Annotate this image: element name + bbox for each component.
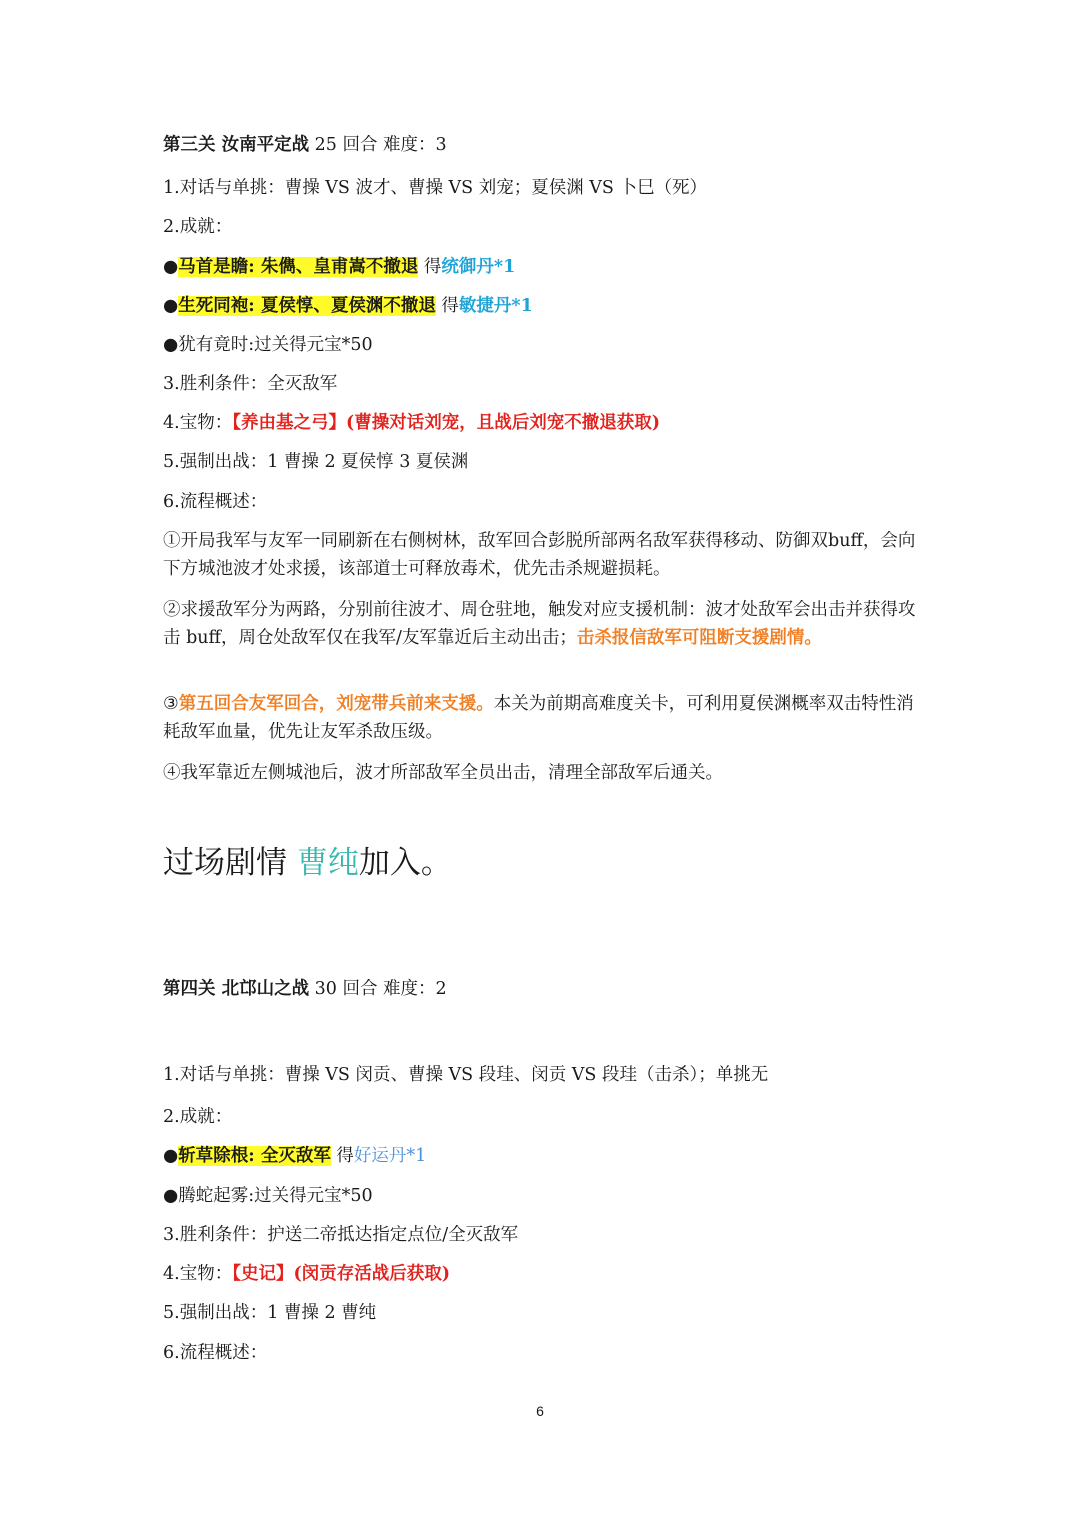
achievement-reward: 统御丹*1 [441,257,516,277]
stage4-flow-label: 6.流程概述： [163,1343,268,1363]
achievement-get: 得 [435,296,459,316]
stage4-treasure [163,1260,923,1288]
page-number: 6 [536,1403,544,1419]
treasure-label: 4.宝物： [163,1264,233,1284]
step-number: ③ [163,694,179,714]
stage4-achievement-1 [163,1142,923,1170]
cutscene-text: 过场剧情 [163,845,297,881]
achievement-reward: 敏捷丹*1 [458,296,533,316]
step-emphasis: 第五回合友军回合，刘宠带兵前来支援。 [178,694,494,714]
stage3-step-2 [163,596,923,652]
step-text: ②求援敌军分为两路，分别前往波才、周仓驻地，触发对应支援机制：波才处敌军会出击并获得攻击 buff，周仓处敌军仅在我军/友军靠近后主动出击； [163,600,916,648]
stage3-step-3 [163,690,923,746]
stage3-achievement-1 [163,253,923,281]
achievement-name: 马首是瞻: 朱儁、皇甫嵩不撤退 [178,257,419,277]
stage3-dialog: 1.对话与单挑：曹操 VS 波才、曹操 VS 刘宠；夏侯渊 VS 卜巳（死） [163,178,707,198]
stage4-heading [163,975,923,1003]
achievement-name: 斩草除根: 全灭敌军 [178,1146,331,1166]
bullet: ● [163,296,179,316]
stage3-achievement-3: ●犹有竟时:过关得元宝*50 [163,335,373,355]
bullet: ● [163,257,179,277]
stage3-achievements-label: 2.成就： [163,217,233,237]
achievement-get: 得 [330,1146,354,1166]
stage3-achievement-2 [163,292,923,320]
achievement-get: 得 [418,257,442,277]
stage4-achievement-2: ●腾蛇起雾:过关得元宝*50 [163,1186,373,1206]
stage3-treasure [163,409,923,437]
step-emphasis: 击杀报信敌军可阻断支援剧情。 [576,628,822,648]
stage3-victory: 3.胜利条件：全灭敌军 [163,374,338,394]
cutscene-character: 曹纯 [296,845,359,881]
achievement-reward: 好运丹*1 [353,1146,427,1166]
stage4-meta: 30 回合 难度：2 [309,979,447,999]
stage3-step-1: ①开局我军与友军一同刷新在右侧树林，敌军回合彭脱所部两名敌军获得移动、防御双buff，会向下方城池波才处求援，该部道士可释放毒术，优先击杀规避损耗。 [163,531,916,579]
stage4-title: 第四关 北邙山之战 [163,979,310,999]
treasure-label: 4.宝物： [163,413,233,433]
achievement-name: 生死同袍: 夏侯惇、夏侯渊不撤退 [178,296,436,316]
stage3-forced: 5.强制出战：1 曹操 2 夏侯惇 3 夏侯渊 [163,452,469,472]
stage3-title: 第三关 汝南平定战 [163,135,310,155]
stage4-victory: 3.胜利条件：护送二帝抵达指定点位/全灭敌军 [163,1225,519,1245]
step-text: 本关为前期高难度关卡，可利用夏侯渊概率双击特性消耗敌军血量，优先让友军杀敌压级。 [163,694,914,742]
stage3-meta: 25 回合 难度：3 [309,135,447,155]
treasure-value: 【史记】(闵贡存活战后获取) [232,1264,451,1284]
stage3-step-4: ④我军靠近左侧城池后，波才所部敌军全员出击，清理全部敌军后通关。 [163,763,723,783]
stage3-flow-label: 6.流程概述： [163,492,268,512]
treasure-value: 【养由基之弓】(曹操对话刘宠，且战后刘宠不撤退获取) [232,413,661,433]
cutscene-heading [163,838,452,888]
stage4-forced: 5.强制出战：1 曹操 2 曹纯 [163,1303,377,1323]
stage4-achievements-label: 2.成就： [163,1107,233,1127]
cutscene-text-end: 加入。 [358,845,452,881]
stage3-heading [163,131,923,159]
stage4-dialog: 1.对话与单挑：曹操 VS 闵贡、曹操 VS 段珪、闵贡 VS 段珪（击杀）；单挑无 [163,1065,769,1085]
bullet: ● [163,1146,179,1166]
